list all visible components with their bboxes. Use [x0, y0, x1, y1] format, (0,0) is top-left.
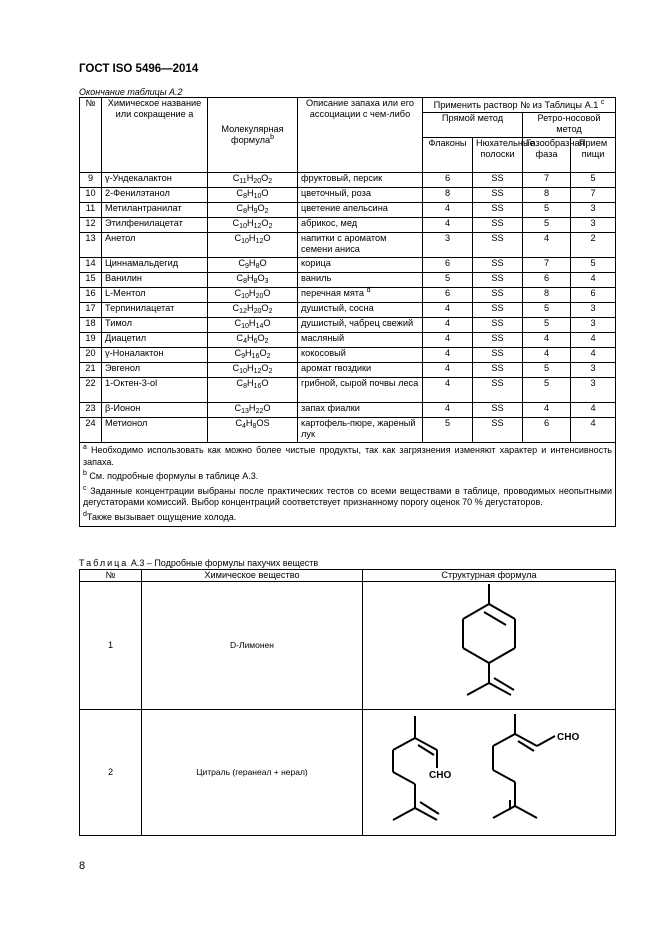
cell-formula: $C_8H_{10}O$	[208, 188, 298, 203]
cell-strips: SS	[473, 203, 523, 218]
cell-strips: SS	[473, 378, 523, 403]
table-row	[80, 403, 616, 418]
col-header-gas: Газообразная фаза	[523, 138, 571, 173]
cell-num: 24	[80, 418, 102, 443]
cell-flacons: 5	[423, 273, 473, 288]
cell-gas: 5	[523, 218, 571, 233]
cell-name: Метионол	[102, 418, 208, 443]
col-header-flacons: Флаконы	[423, 138, 473, 173]
cell-odor: грибной, сырой почвы леса	[298, 378, 423, 403]
cell-formula: $C_{10}H_{12}O_2$	[208, 218, 298, 233]
footnote-a: $^a$ Необходимо использовать как можно более чистые продукты, так как загрязнения изменяют характер и интенсивность запаха.	[83, 444, 613, 467]
cell-num: 18	[80, 318, 102, 333]
cell-gas: 4	[523, 348, 571, 363]
cell-formula: $C_{10}H_{12}O_2$	[208, 363, 298, 378]
cell-num: 22	[80, 378, 102, 403]
col-header-food: Прием пищи	[571, 138, 616, 173]
cell-gas: 5	[523, 318, 571, 333]
cell-name: 1-Октен-3-ol	[102, 378, 208, 403]
cell-gas: 8	[523, 188, 571, 203]
t3-row1-num: 1	[80, 582, 142, 710]
t3-header-structure: Структурная формула	[363, 570, 616, 582]
cell-name: β-Ионон	[102, 403, 208, 418]
cell-name: γ-Ундекалактон	[102, 173, 208, 188]
cell-num: 17	[80, 303, 102, 318]
cho-label-geranial: CHO	[429, 770, 452, 781]
cell-flacons: 4	[423, 363, 473, 378]
cell-flacons: 6	[423, 173, 473, 188]
cell-odor: запах фиалки	[298, 403, 423, 418]
cell-odor: фруктовый, персик	[298, 173, 423, 188]
limonene-structure	[363, 582, 615, 706]
cell-odor: напитки с ароматом семени аниса	[298, 233, 423, 258]
col-header-apply: Применить раствор № из Таблицы А.1 $^c$	[423, 98, 616, 113]
cell-num: 15	[80, 273, 102, 288]
cell-flacons: 4	[423, 318, 473, 333]
col-header-direct: Прямой метод	[423, 113, 523, 138]
cell-flacons: 8	[423, 188, 473, 203]
cell-strips: SS	[473, 173, 523, 188]
col-header-formula: Молекулярная формула$^b$	[208, 98, 298, 173]
cell-gas: 8	[523, 288, 571, 303]
cell-strips: SS	[473, 333, 523, 348]
cell-gas: 5	[523, 203, 571, 218]
cell-gas: 5	[523, 378, 571, 403]
cell-name: γ-Ноналактон	[102, 348, 208, 363]
cell-food: 4	[571, 418, 616, 443]
table-row	[80, 348, 616, 363]
t3-header-num: №	[80, 570, 142, 582]
cell-name: Эвгенол	[102, 363, 208, 378]
cell-food: 4	[571, 403, 616, 418]
cell-name: Тимол	[102, 318, 208, 333]
cell-num: 12	[80, 218, 102, 233]
cell-strips: SS	[473, 188, 523, 203]
cell-formula: $C_{11}H_{20}O_2$	[208, 173, 298, 188]
cell-num: 16	[80, 288, 102, 303]
cell-name: L-Ментол	[102, 288, 208, 303]
table-row	[80, 188, 616, 203]
cell-formula: $C_{12}H_{20}O_2$	[208, 303, 298, 318]
cell-odor: масляный	[298, 333, 423, 348]
cell-food: 3	[571, 363, 616, 378]
col-header-retro: Ретро-носовой метод	[523, 113, 616, 138]
table-row	[80, 378, 616, 403]
cell-formula: $C_{13}H_{22}O$	[208, 403, 298, 418]
cell-odor: кокосовый	[298, 348, 423, 363]
cell-odor: ваниль	[298, 273, 423, 288]
col-header-strips: Нюхательные полоски	[473, 138, 523, 173]
cell-formula: $C_{10}H_{12}O$	[208, 233, 298, 258]
table-a3	[79, 569, 616, 836]
cell-strips: SS	[473, 258, 523, 273]
citral-structure	[363, 710, 615, 832]
footnote-d: $^d$Также вызывает ощущение холода.	[83, 510, 237, 522]
cell-gas: 4	[523, 233, 571, 258]
table-row	[80, 333, 616, 348]
table-row	[80, 258, 616, 273]
cell-gas: 6	[523, 418, 571, 443]
cell-flacons: 6	[423, 288, 473, 303]
cell-strips: SS	[473, 303, 523, 318]
cell-odor: цветочный, роза	[298, 188, 423, 203]
page-number: 8	[79, 860, 86, 872]
cell-odor: картофель-пюре, жареный лук	[298, 418, 423, 443]
cell-name: Циннамальдегид	[102, 258, 208, 273]
cell-formula: $C_4H_8OS$	[208, 418, 298, 443]
table-a3-caption: Таблица А.3 – Подробные формулы пахучих веществ	[79, 558, 319, 568]
document-header: ГОСТ ISO 5496—2014	[79, 63, 199, 75]
cell-gas: 4	[523, 333, 571, 348]
cell-num: 9	[80, 173, 102, 188]
t3-row2-num: 2	[80, 710, 142, 836]
cell-num: 14	[80, 258, 102, 273]
col-header-name: Химическое название или сокращение a	[102, 98, 208, 173]
table-a2-caption: Окончание таблицы А.2	[79, 87, 183, 97]
table-row	[80, 273, 616, 288]
cell-food: 2	[571, 233, 616, 258]
cell-gas: 6	[523, 273, 571, 288]
cell-strips: SS	[473, 288, 523, 303]
cell-flacons: 4	[423, 218, 473, 233]
col-header-odor: Описание запаха или его ассоциации с чем-либо	[298, 98, 423, 173]
cell-flacons: 4	[423, 303, 473, 318]
cell-name: Терпинилацетат	[102, 303, 208, 318]
t3-row2-substance: Цитраль (геранеал + нерал)	[142, 710, 363, 836]
cell-odor: цветение апельсина	[298, 203, 423, 218]
cell-food: 6	[571, 288, 616, 303]
footnote-c: $^c$ Заданные концентрации выбраны после практических тестов со всеми веществами в таблице, проводимых неопытными дегустаторами комиссий. Выбор концентраций соответствует признанному порогу оценок 70 % дегустаторов.	[83, 484, 613, 507]
cell-flacons: 4	[423, 378, 473, 403]
cell-odor: корица	[298, 258, 423, 273]
cell-strips: SS	[473, 218, 523, 233]
cell-food: 4	[571, 348, 616, 363]
cell-odor: душистый, чабрец свежий	[298, 318, 423, 333]
cell-num: 11	[80, 203, 102, 218]
cell-food: 4	[571, 273, 616, 288]
cell-gas: 7	[523, 173, 571, 188]
table-row	[80, 218, 616, 233]
cell-name: Метилантранилат	[102, 203, 208, 218]
cell-flacons: 4	[423, 333, 473, 348]
footnote-b: $^b$ См. подробные формулы в таблице А.3.	[83, 470, 259, 481]
cell-odor: перечная мята $^d$	[298, 288, 423, 303]
cell-food: 5	[571, 258, 616, 273]
cell-food: 7	[571, 188, 616, 203]
cell-strips: SS	[473, 273, 523, 288]
cell-flacons: 4	[423, 403, 473, 418]
cell-food: 5	[571, 173, 616, 188]
cell-food: 3	[571, 378, 616, 403]
cell-name: Этилфенилацетат	[102, 218, 208, 233]
cell-flacons: 4	[423, 203, 473, 218]
cell-flacons: 4	[423, 348, 473, 363]
cell-num: 10	[80, 188, 102, 203]
cell-odor: душистый, сосна	[298, 303, 423, 318]
col-header-num: №	[80, 98, 102, 173]
table-row	[80, 173, 616, 188]
cell-gas: 7	[523, 258, 571, 273]
t3-row1-substance: D-Лимонен	[142, 582, 363, 710]
t3-row1-structure	[363, 582, 616, 710]
table-row	[80, 318, 616, 333]
table-row	[80, 363, 616, 378]
cell-formula: $C_9H_8O$	[208, 258, 298, 273]
cell-num: 19	[80, 333, 102, 348]
cell-num: 23	[80, 403, 102, 418]
cell-flacons: 5	[423, 418, 473, 443]
cell-flacons: 3	[423, 233, 473, 258]
cell-gas: 5	[523, 303, 571, 318]
cell-formula: $C_4H_6O_2$	[208, 333, 298, 348]
cell-food: 3	[571, 203, 616, 218]
table-row	[80, 233, 616, 258]
t3-row2-structure	[363, 710, 616, 836]
cell-strips: SS	[473, 363, 523, 378]
cell-name: Ванилин	[102, 273, 208, 288]
cell-formula: $C_9H_{16}O_2$	[208, 348, 298, 363]
cell-gas: 4	[523, 403, 571, 418]
cell-strips: SS	[473, 233, 523, 258]
cell-odor: абрикос, мед	[298, 218, 423, 233]
cell-food: 4	[571, 333, 616, 348]
t3-header-substance: Химическое вещество	[142, 570, 363, 582]
table-row	[80, 203, 616, 218]
cell-num: 20	[80, 348, 102, 363]
cell-strips: SS	[473, 403, 523, 418]
cell-odor: аромат гвоздики	[298, 363, 423, 378]
table-row	[80, 303, 616, 318]
cell-name: Диацетил	[102, 333, 208, 348]
cell-strips: SS	[473, 318, 523, 333]
cell-food: 3	[571, 318, 616, 333]
cell-formula: $C_8H_8O_3$	[208, 273, 298, 288]
cell-formula: $C_{10}H_{20}O$	[208, 288, 298, 303]
cell-strips: SS	[473, 418, 523, 443]
table-row	[80, 288, 616, 303]
cell-formula: $C_8H_9O_2$	[208, 203, 298, 218]
table-row	[80, 418, 616, 443]
cell-name: 2-Фенилэтанол	[102, 188, 208, 203]
cell-num: 21	[80, 363, 102, 378]
cell-formula: $C_8H_{16}O$	[208, 378, 298, 403]
table-a2	[79, 97, 616, 527]
cell-formula: $C_{10}H_{14}O$	[208, 318, 298, 333]
cell-gas: 5	[523, 363, 571, 378]
cho-label-neral: CHO	[557, 732, 580, 743]
cell-name: Анетол	[102, 233, 208, 258]
cell-strips: SS	[473, 348, 523, 363]
cell-flacons: 6	[423, 258, 473, 273]
cell-food: 3	[571, 303, 616, 318]
cell-food: 3	[571, 218, 616, 233]
table-a2-footnotes	[80, 443, 616, 527]
cell-num: 13	[80, 233, 102, 258]
